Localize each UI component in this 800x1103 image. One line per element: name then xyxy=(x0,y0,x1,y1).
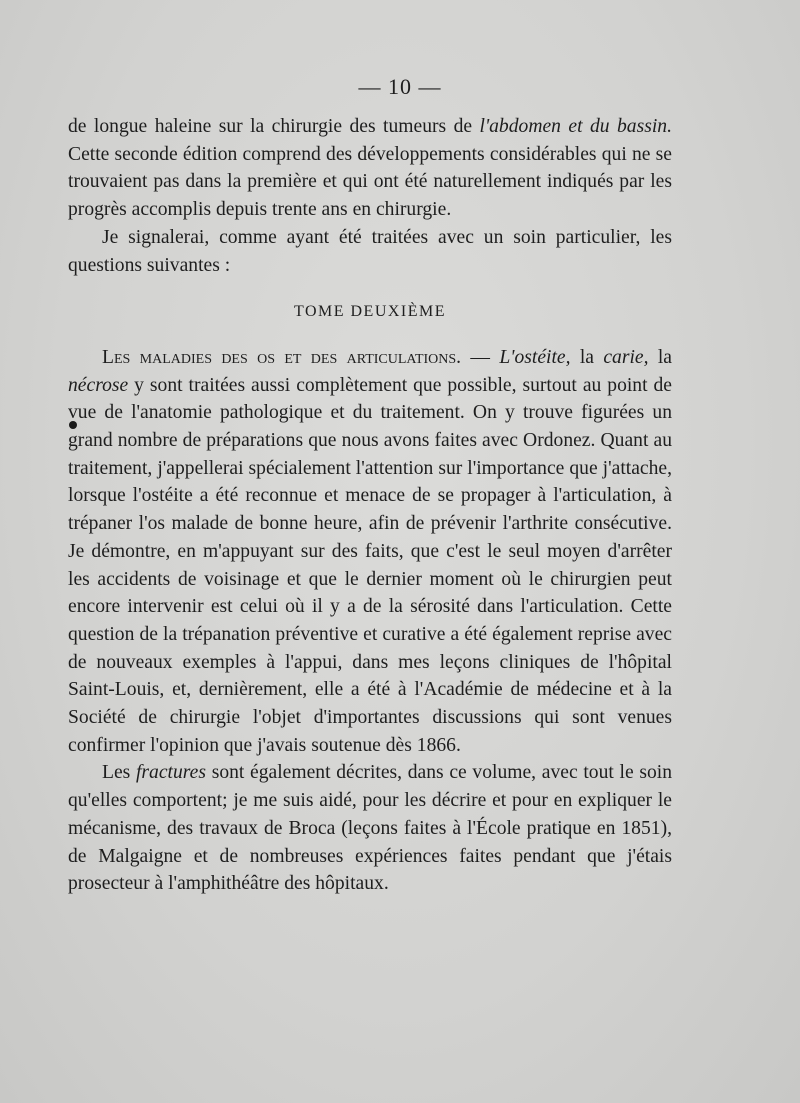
paragraph-1-text-a: de longue haleine sur la chirurgie des tumeurs de xyxy=(68,116,480,137)
paragraph-3-italic-necrose: nécrose xyxy=(68,374,129,396)
paragraph-4-italic-fractures: fractures xyxy=(135,762,207,784)
paragraph-3-italic-carie: carie, xyxy=(603,346,649,368)
paragraph-4 xyxy=(68,759,672,898)
paragraph-2-text: Je signalerai, comme ayant été traitées avec un soin particulier, les questions suivantes : xyxy=(68,226,672,276)
paragraph-4-text-b: sont également décrites, dans ce volume, avec tout le soin qu'elles comportent; je me suis aidé, pour les décrire et pour en expliquer le mécanisme, des travaux de Broca (leçons faites à l'École pratique en 1851), de Malgaigne et de nombreuses expériences faites pendant que j'étais prosecteur à l'amphithéâtre des hôpitaux. xyxy=(68,762,672,895)
paragraph-3-text-body: y sont traitées aussi complètement que possible, surtout au point de vue de l'anatomie pathologique et du traitement. On y trouve figurées un grand nombre de préparations que nous avons faites avec Ordonez. Quant au traitement, j'appellerai spécialement l'attention sur l'importance que j'attache, lorsque l'ostéite a été reconnue et menace de se propager à l'articulation, à trépaner l'os malade de bonne heure, afin de prévenir l'arthrite consécutive. Je démontre, en m'appuyant sur des faits, que c'est le seul moyen d'arrêter les accidents de voisinage et que le dernier moment où le chirurgien peut encore intervenir est celui où il y a de la sérosité dans l'articulation. Cette question de la trépanation préventive et curative a été également reprise avec de nouveaux exemples à l'appui, dans mes leçons cliniques de l'hôpital Saint-Louis, et, dernièrement, elle a été à l'Académie de médecine et à la Société de chirurgie l'objet d'importantes discussions qui sont venues confirmer l'opinion que j'avais soutenue dès 1866. xyxy=(68,374,672,756)
paragraph-3 xyxy=(68,344,672,760)
paragraph-3-dash: — xyxy=(461,346,500,368)
paragraph-1 xyxy=(68,113,672,224)
paragraph-3-text-la-2: la xyxy=(648,346,672,368)
page-number: — 10 — xyxy=(358,74,442,99)
paragraph-2 xyxy=(68,224,672,279)
section-heading: TOME DEUXIÈME xyxy=(293,303,447,321)
paragraph-3-subject: Les maladies des os et des articulations. xyxy=(102,346,462,368)
paragraph-3-italic-osteite: L'ostéite, xyxy=(499,346,571,368)
paragraph-1-text-b: Cette seconde édition comprend des développements considérables qui ne se trouvaient pas dans la première et qui ont été naturellement indiqués par les progrès accomplis depuis trente ans en chirurgie. xyxy=(68,143,672,221)
paragraph-1-italic-a: l'abdomen et du bassin. xyxy=(479,116,672,137)
paragraph-4-text-a: Les xyxy=(102,762,136,784)
paragraph-3-text-la-1: la xyxy=(570,346,604,368)
body-text xyxy=(68,113,672,898)
